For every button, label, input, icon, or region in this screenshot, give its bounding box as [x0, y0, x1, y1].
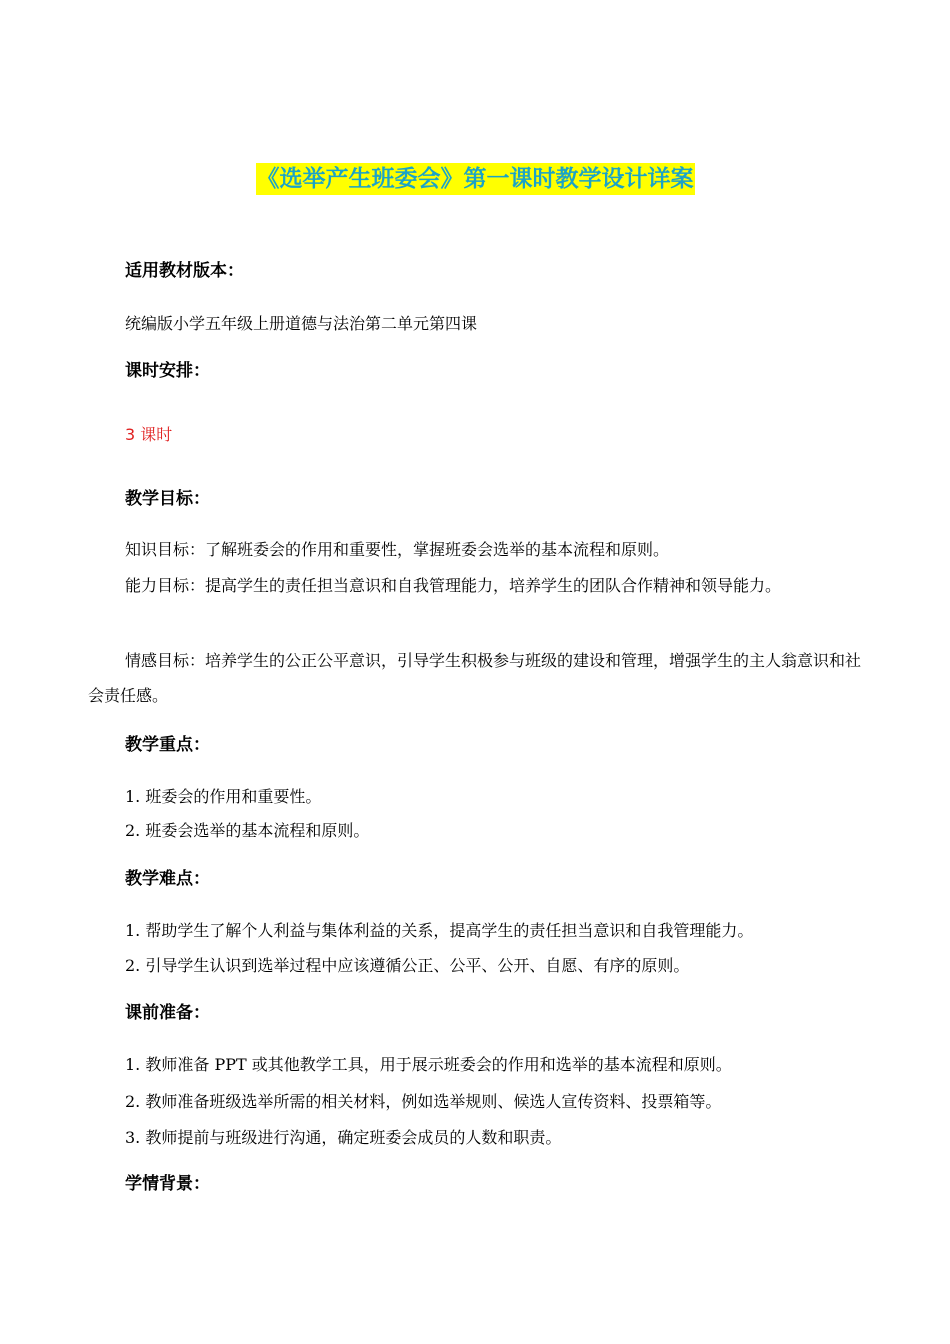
schedule-text: 3 课时 — [125, 425, 173, 444]
textbook-text: 统编版小学五年级上册道德与法治第二单元第四课 — [125, 314, 478, 333]
preparation-item: 1. 教师准备 PPT 或其他教学工具，用于展示班委会的作用和选举的基本流程和原则。 — [125, 1055, 732, 1074]
key-point-item: 2. 班委会选举的基本流程和原则。 — [125, 821, 370, 840]
title-wrap — [0, 163, 950, 195]
objective-knowledge: 知识目标：了解班委会的作用和重要性，掌握班委会选举的基本流程和原则。 — [125, 540, 670, 559]
preparation-item: 2. 教师准备班级选举所需的相关材料，例如选举规则、候选人宣传资料、投票箱等。 — [125, 1092, 722, 1111]
objective-ability-text: 能力目标：提高学生的责任担当意识和自我管理能力，培养学生的团队合作精神和领导能力。 — [125, 576, 782, 595]
heading-objectives: 教学目标： — [125, 489, 210, 509]
heading-preparation: 课前准备： — [125, 1003, 210, 1023]
key-point-item: 1. 班委会的作用和重要性。 — [125, 787, 322, 806]
objective-ability — [88, 568, 868, 603]
objective-emotion — [88, 643, 868, 713]
objective-emotion-text: 情感目标：培养学生的公正公平意识，引导学生积极参与班级的建设和管理，增强学生的主人翁意识和社会责任感。 — [88, 651, 862, 705]
difficulty-item: 1. 帮助学生了解个人利益与集体利益的关系，提高学生的责任担当意识和自我管理能力。 — [125, 921, 754, 940]
heading-key-points: 教学重点： — [125, 735, 210, 755]
heading-schedule: 课时安排： — [125, 361, 210, 381]
heading-textbook: 适用教材版本： — [125, 261, 244, 281]
document-title: 《选举产生班委会》第一课时教学设计详案 — [256, 163, 695, 195]
difficulty-item: 2. 引导学生认识到选举过程中应该遵循公正、公平、公开、自愿、有序的原则。 — [125, 956, 690, 975]
heading-difficulties: 教学难点： — [125, 869, 210, 889]
preparation-item: 3. 教师提前与班级进行沟通，确定班委会成员的人数和职责。 — [125, 1128, 562, 1147]
heading-background: 学情背景： — [125, 1174, 210, 1194]
